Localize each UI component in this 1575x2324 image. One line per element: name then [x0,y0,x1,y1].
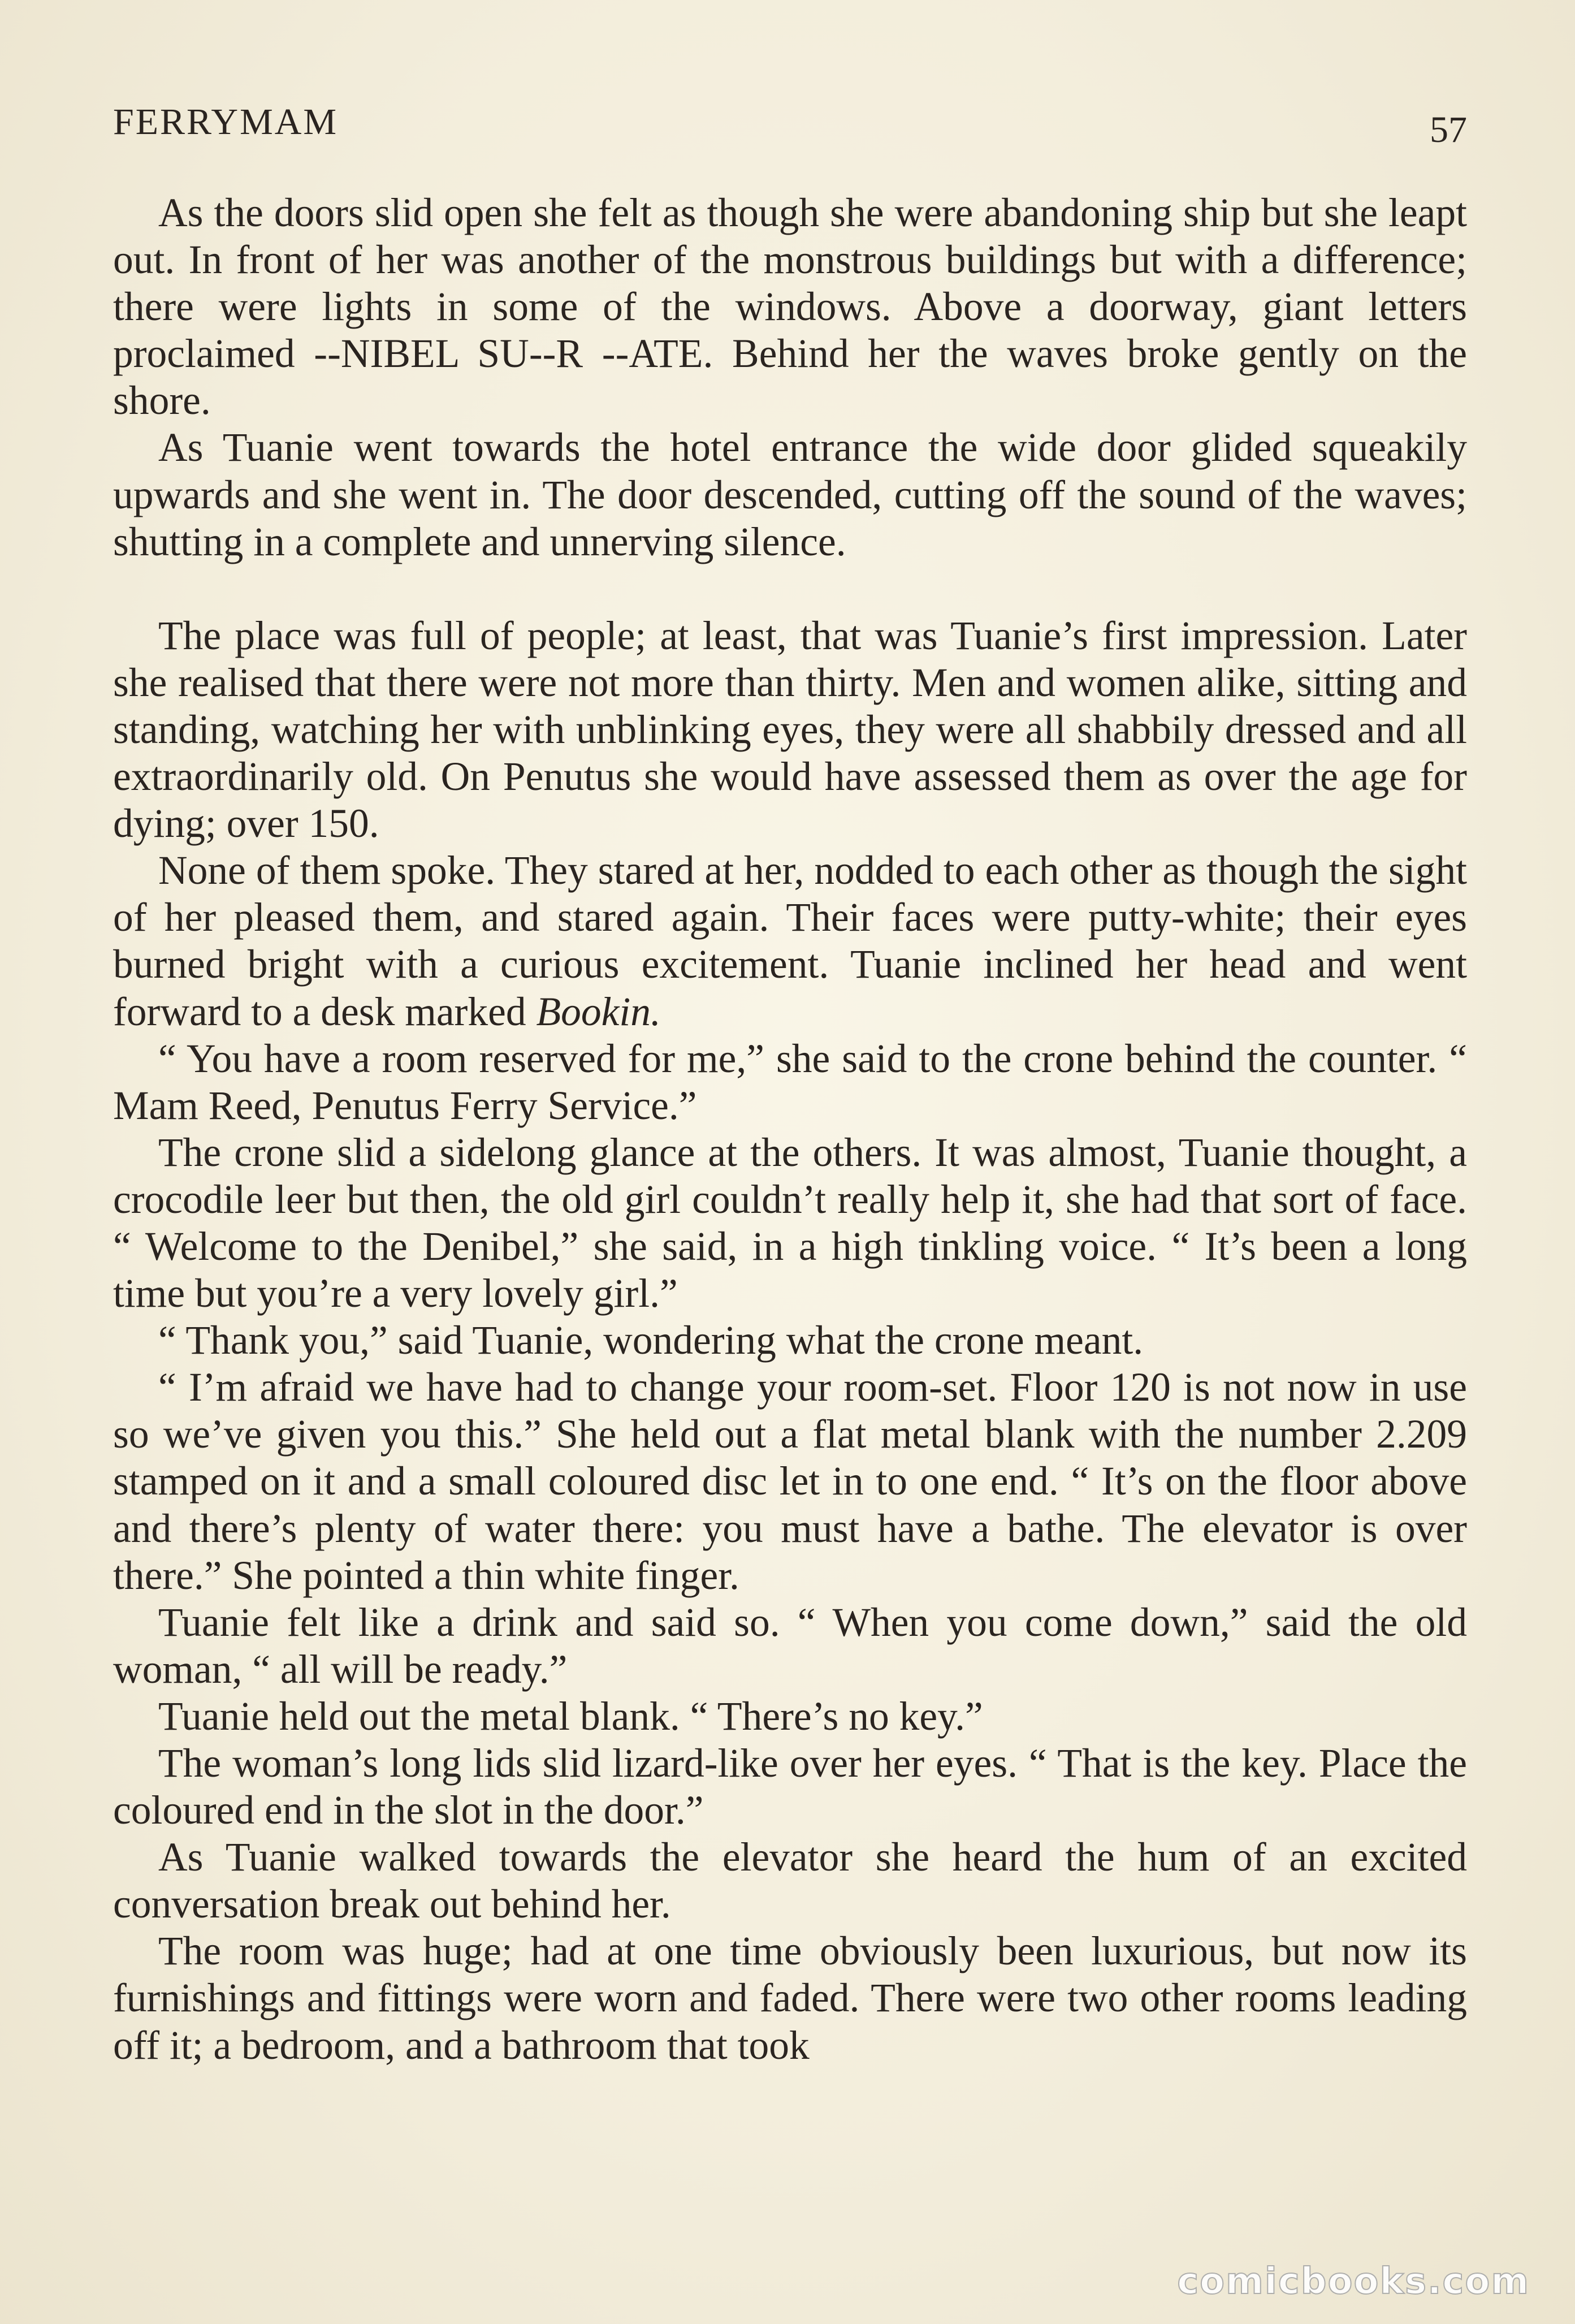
desk-sign-text: Bookin. [536,989,661,1034]
page-number: 57 [1430,109,1467,150]
paragraph: As the doors slid open she felt as though she were abandoning ship but she leapt out. In front of her was another of the monstrous buildings but with a difference; there were lights in some of the windows. Above a doorway, giant letters proclaimed --NIBEL SU--R --ATE. Behind her the waves broke gently on the shore. [113,191,1467,424]
running-head [113,101,1467,152]
paragraph: The room was huge; had at one time obviously been luxurious, but now its furnishings and fittings were worn and faded. There were two other rooms leading off it; a bedroom, and a bathroom that took [113,1929,1467,2068]
paragraph [113,847,1467,1035]
paragraph-text: None of them spoke. They stared at her, nodded to each other as though the sight of her pleased them, and stared again. Their faces were putty-white; their eyes burned bright with a curious excitement. Tuanie inclined her head and went forward to a desk marked [113,848,1467,1034]
paragraph: Tuanie held out the metal blank. “ There’s no key.” [158,1694,983,1739]
paragraph: “ I’m afraid we have had to change your room-set. Floor 120 is not now in use so we’ve given you this.” She held out a flat metal blank with the number 2.209 stamped on it and a small coloured disc let in to one end. “ It’s on the floor above and there’s plenty of water there: you must have a bathe. The elevator is over there.” She pointed a thin white finger. [113,1365,1467,1598]
paragraph: “ Thank you,” said Tuanie, wondering what the crone meant. [158,1318,1144,1363]
paragraph: As Tuanie walked towards the elevator she heard the hum of an excited conversation break out behind her. [113,1835,1467,1927]
watermark-logo: comicbooks.com [1177,2261,1530,2303]
paragraph: “ You have a room reserved for me,” she said to the crone behind the counter. “ Mam Reed, Penutus Ferry Service.” [113,1036,1467,1128]
paragraph: The crone slid a sidelong glance at the others. It was almost, Tuanie thought, a crocodile leer but then, the old girl couldn’t really help it, she had that sort of face. “ Welcome to the Denibel,” she said, in a high tinkling voice. “ It’s been a long time but you’re a very lovely girl.” [113,1130,1467,1316]
paragraph: The woman’s long lids slid lizard-like over her eyes. “ That is the key. Place the coloured end in the slot in the door.” [113,1741,1467,1833]
body-text [113,189,1467,2069]
chapter-title: FERRYMAM [113,101,339,142]
paragraph: Tuanie felt like a drink and said so. “ When you come down,” said the old woman, “ all will be ready.” [113,1600,1467,1692]
paragraph: The place was full of people; at least, that was Tuanie’s first impression. Later she realised that there were not more than thirty. Men and women alike, sitting and standing, watching her with unblinking eyes, they were all shabbily dressed and all extraordinarily old. On Penutus she would have assessed them as over the age for dying; over 150. [113,613,1467,846]
paragraph: As Tuanie went towards the hotel entrance the wide door glided squeakily upwards and she went in. The door descended, cutting off the sound of the waves; shutting in a complete and unnerving silence. [113,425,1467,564]
